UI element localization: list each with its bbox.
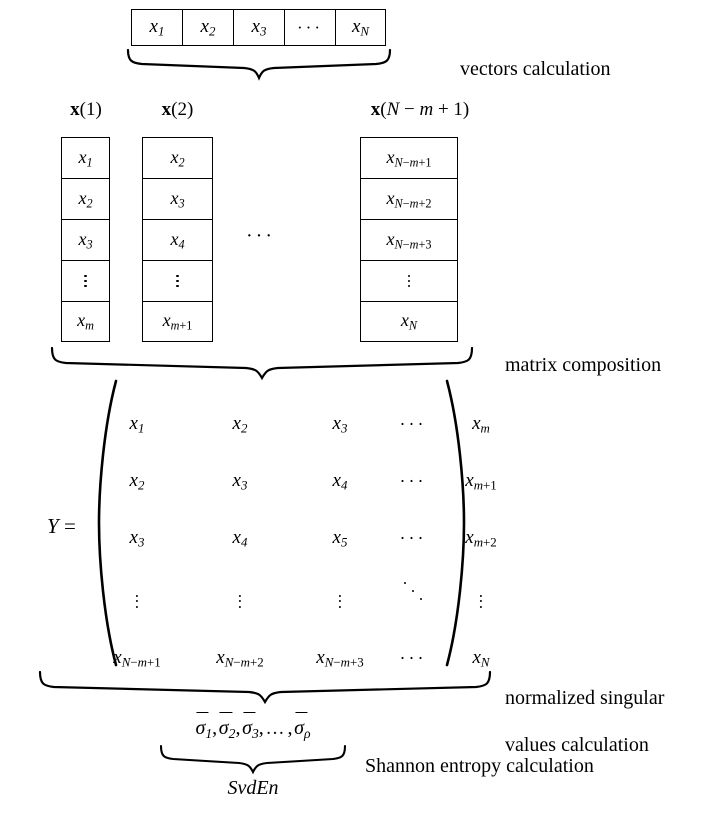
matrix-cell: $x_5$ [332, 527, 348, 550]
matrix-right-bracket [443, 378, 469, 668]
embedding-cell: $x_3$ [142, 178, 213, 219]
embedding-cell: $x_3$ [61, 219, 110, 260]
embedding-vector-label-3: x(N − m + 1) [370, 99, 470, 120]
brace-series-to-vectors [126, 48, 392, 80]
matrix-cell: $x_N$ [472, 647, 490, 670]
embedding-cell: $x_N$ [360, 301, 458, 342]
normalized-singular-values: σ $_1$, σ $_2$, σ $_3$, …, σ $_\rho$ [195, 718, 310, 740]
embedding-vector-column-3 [360, 137, 458, 342]
matrix-left-bracket [94, 378, 120, 668]
matrix-cell: $x_{m+2}$ [465, 527, 497, 550]
embedding-cell: $x_{N-m+3}$ [360, 219, 458, 260]
matrix-cell: $x_{N-m+1}$ [113, 647, 161, 670]
embedding-cell: $x_1$ [61, 137, 110, 178]
embedding-cell: $x_m$ [61, 301, 110, 342]
svden-result-label: SvdEn [227, 777, 279, 799]
stage-label-shannon-entropy: Shannon entropy calculation [365, 755, 594, 777]
matrix-cell: $x_1$ [129, 413, 145, 436]
matrix-cell: $x_4$ [332, 470, 348, 493]
matrix-lhs-label: Y = [47, 514, 76, 538]
series-cell: $x_3$ [233, 9, 284, 46]
series-cell: $x_2$ [182, 9, 233, 46]
embedding-vector-label-1: x(1) [70, 99, 102, 120]
matrix-cell: $x_3$ [129, 527, 145, 550]
matrix-cell: $x_{N-m+3}$ [316, 647, 364, 670]
series-cell: $x_N$ [335, 9, 386, 46]
matrix-cell: $x_3$ [232, 470, 248, 493]
matrix-cell-cdots: ··· [399, 471, 427, 491]
embedding-cell-vdots [142, 260, 213, 301]
time-series-row-vector [131, 9, 386, 46]
brace-singular-values-to-svden [159, 744, 349, 774]
stage-label-normalized-line2: values calculation [505, 733, 649, 756]
matrix-cell: $x_2$ [129, 470, 145, 493]
series-cell-ellipsis: ··· [284, 9, 335, 46]
matrix-cell: $x_2$ [232, 413, 248, 436]
matrix-cell-vdots [480, 584, 482, 613]
series-cell-sub-1: 2 [208, 23, 216, 39]
matrix-cell-ddots [404, 582, 424, 607]
stage-label-vectors-calculation: vectors calculation [460, 58, 611, 80]
embedding-cell-vdots [360, 260, 458, 301]
matrix-cell-vdots [239, 584, 241, 613]
embedding-columns-ellipsis: ··· [246, 225, 275, 247]
embedding-cell: $x_2$ [61, 178, 110, 219]
matrix-cell-vdots [136, 584, 138, 613]
embedding-cell: $x_4$ [142, 219, 213, 260]
matrix-cell: $x_4$ [232, 527, 248, 550]
stage-label-matrix-composition: matrix composition [505, 354, 662, 376]
matrix-cell-vdots [339, 584, 341, 613]
embedding-cell-vdots [61, 260, 110, 301]
series-cell: $x_1$ [131, 9, 182, 46]
brace-vectors-to-matrix [50, 346, 475, 380]
series-cell-sub-2: 3 [259, 23, 267, 39]
brace-matrix-to-singular-values [38, 670, 493, 704]
matrix-cell: $x_{N-m+2}$ [216, 647, 264, 670]
matrix-cell: $x_m$ [472, 413, 490, 436]
embedding-vector-column-1 [61, 137, 110, 342]
matrix-cell-cdots: ··· [399, 528, 427, 548]
matrix-cell: $x_3$ [332, 413, 348, 436]
matrix-cell: $x_{m+1}$ [465, 470, 497, 493]
series-cell-sub-0: 1 [157, 23, 165, 39]
stage-label-normalized-line1: normalized singular [505, 686, 665, 709]
embedding-cell: $x_2$ [142, 137, 213, 178]
embedding-vector-label-2: x(2) [161, 99, 194, 120]
embedding-cell: $x_{N-m+2}$ [360, 178, 458, 219]
matrix-cell-cdots: ··· [399, 414, 427, 434]
embedding-vector-column-2 [142, 137, 213, 342]
embedding-cell: $x_{N-m+1}$ [360, 137, 458, 178]
matrix-cell-cdots: ··· [399, 648, 427, 668]
embedding-cell: $x_{m+1}$ [142, 301, 213, 342]
series-cell-sub-4: N [360, 23, 370, 39]
